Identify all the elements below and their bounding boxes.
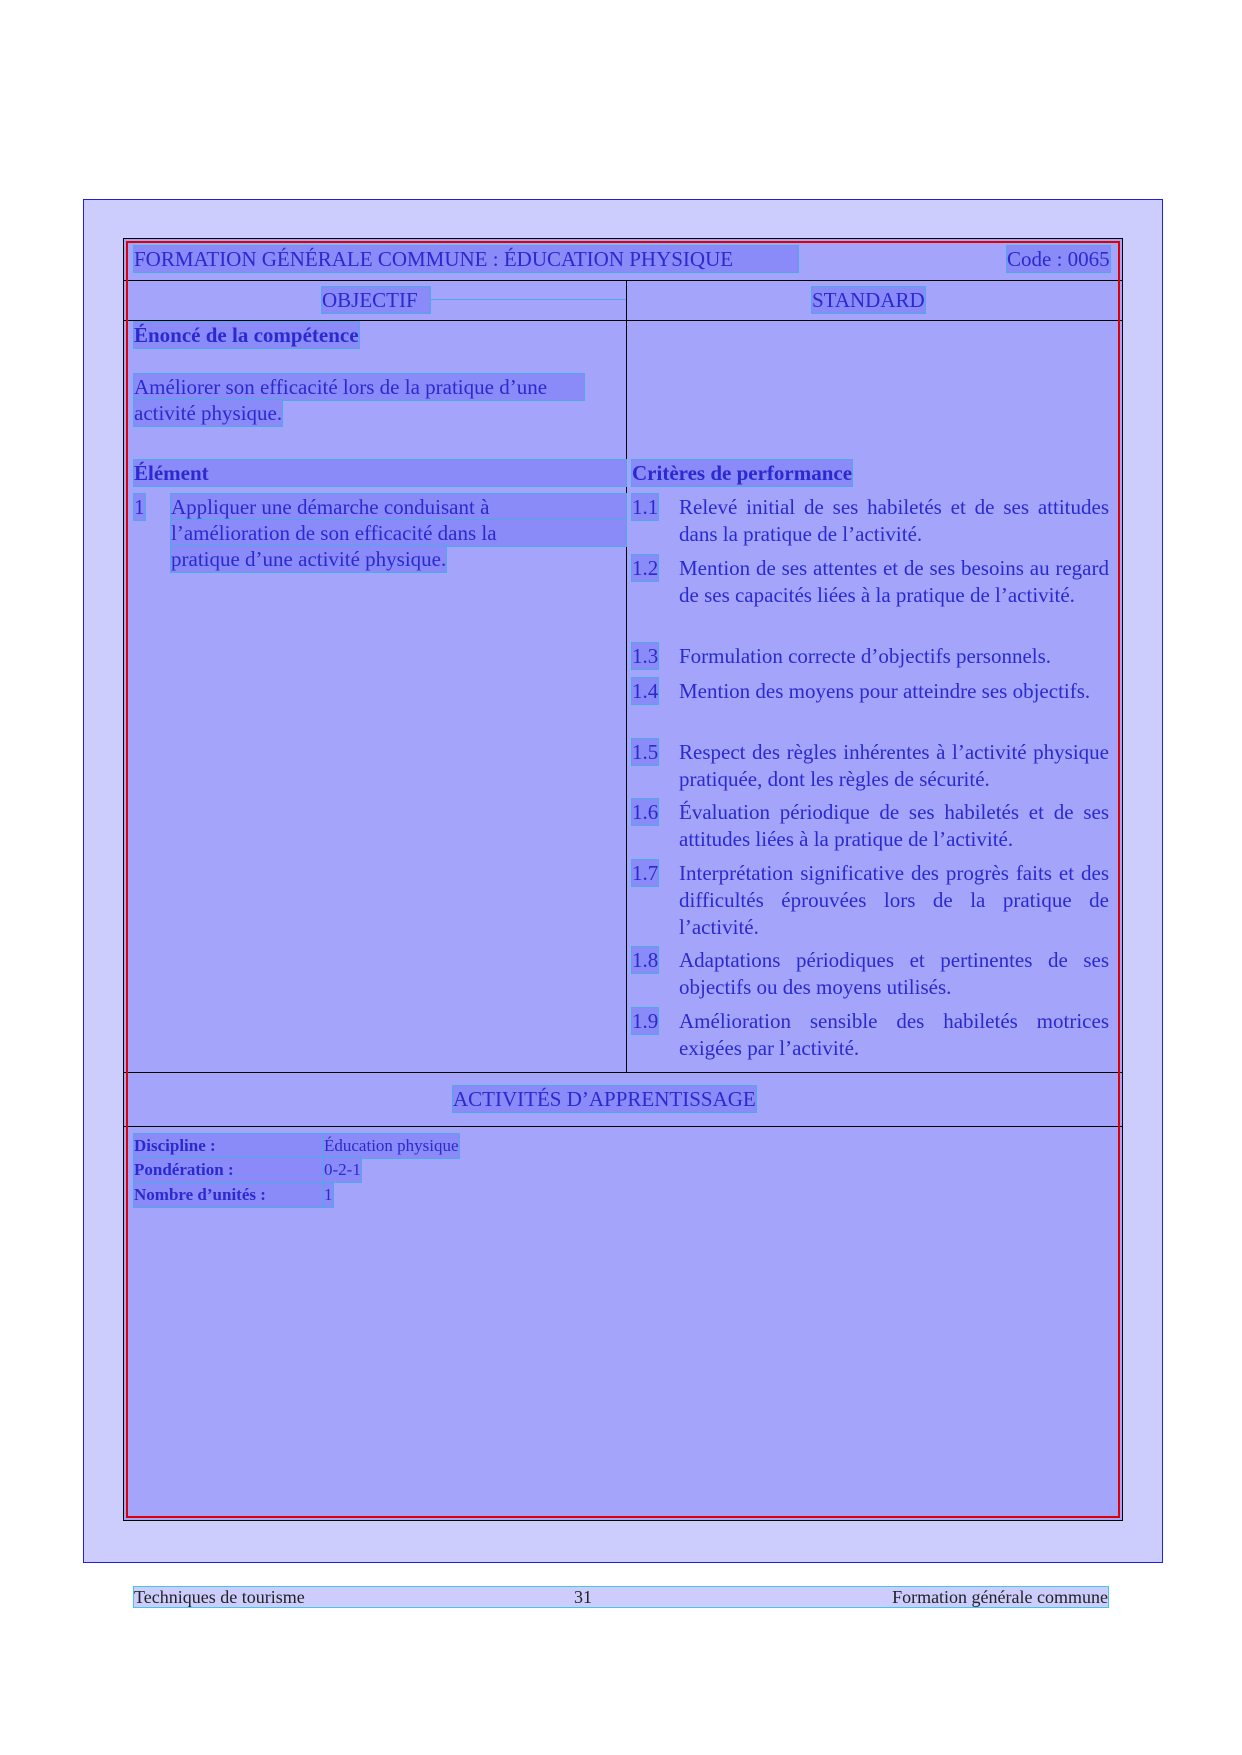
activities-top-divider: [124, 1072, 1122, 1073]
criterion-text: Respect des règles inhérentes à l’activité physique pratiquée, dont les règles de sécurité.: [679, 740, 1109, 791]
ponderation-value: 0-2-1: [324, 1158, 361, 1182]
criterion-number: 1.1: [632, 495, 659, 519]
unites-value: 1: [324, 1183, 333, 1207]
column-separator: [626, 280, 627, 1072]
activities-bottom-divider: [124, 1126, 1122, 1127]
competence-text-line2: activité physique.: [134, 401, 283, 425]
element-line3: pratique d’une activité physique.: [171, 547, 447, 571]
standard-header: STANDARD: [812, 288, 925, 312]
competence-heading: Énoncé de la compétence: [134, 323, 359, 347]
criteria-heading: Critères de performance: [632, 461, 853, 485]
criterion-text: Évaluation périodique de ses habiletés et de ses attitudes liées à la pratique de l’activité.: [679, 800, 1109, 851]
criterion-text: Interprétation significative des progrès faits et des difficultés éprouvées lors de la pratique de l’activité.: [679, 861, 1109, 939]
columns-divider: [124, 320, 1122, 321]
activities-heading: ACTIVITÉS D’APPRENTISSAGE: [453, 1087, 756, 1111]
page-footer: [134, 1587, 1108, 1607]
code-label: Code : 0065: [1007, 247, 1110, 271]
discipline-value: Éducation physique: [324, 1134, 459, 1158]
criterion-text: Formulation correcte d’objectifs personnels.: [679, 644, 1052, 668]
criterion-text: Amélioration sensible des habiletés motrices exigées par l’activité.: [679, 1009, 1109, 1060]
ponderation-label: Pondération :: [134, 1158, 324, 1182]
competence-text-line1: Améliorer son efficacité lors de la pratique d’une: [134, 374, 584, 400]
unites-label: Nombre d’unités :: [134, 1183, 324, 1207]
footer-section: Formation générale commune: [892, 1587, 1108, 1607]
criterion-number: 1.4: [632, 679, 659, 703]
criterion-text: Mention des moyens pour atteindre ses objectifs.: [679, 679, 1091, 703]
criterion-number: 1.9: [632, 1009, 659, 1033]
element-line2: l’amélioration de son efficacité dans la: [171, 520, 626, 546]
element-heading: Élément: [134, 460, 626, 486]
criterion-number: 1.7: [632, 861, 659, 885]
objectif-header: OBJECTIF: [322, 287, 430, 313]
element-line1: Appliquer une démarche conduisant à: [171, 494, 626, 520]
form-title: FORMATION GÉNÉRALE COMMUNE : ÉDUCATION PHYSIQUE: [134, 246, 798, 272]
criterion-number: 1.8: [632, 948, 659, 972]
criterion-text: Relevé initial de ses habiletés et de ses attitudes dans la pratique de l’activité.: [679, 495, 1109, 546]
header-connector: [430, 299, 626, 300]
criterion-text: Mention de ses attentes et de ses besoins au regard de ses capacités liées à la pratique de l’activité.: [679, 556, 1109, 607]
page-number: 31: [574, 1587, 592, 1607]
element-number: 1: [134, 495, 145, 519]
footer-program: Techniques de tourisme: [134, 1587, 305, 1607]
criterion-number: 1.3: [632, 644, 659, 668]
criterion-text: Adaptations périodiques et pertinentes de ses objectifs ou des moyens utilisés.: [679, 948, 1109, 999]
discipline-label: Discipline :: [134, 1134, 324, 1158]
header-divider: [124, 280, 1122, 281]
criterion-number: 1.6: [632, 800, 659, 824]
criterion-number: 1.2: [632, 556, 659, 580]
criterion-number: 1.5: [632, 740, 659, 764]
